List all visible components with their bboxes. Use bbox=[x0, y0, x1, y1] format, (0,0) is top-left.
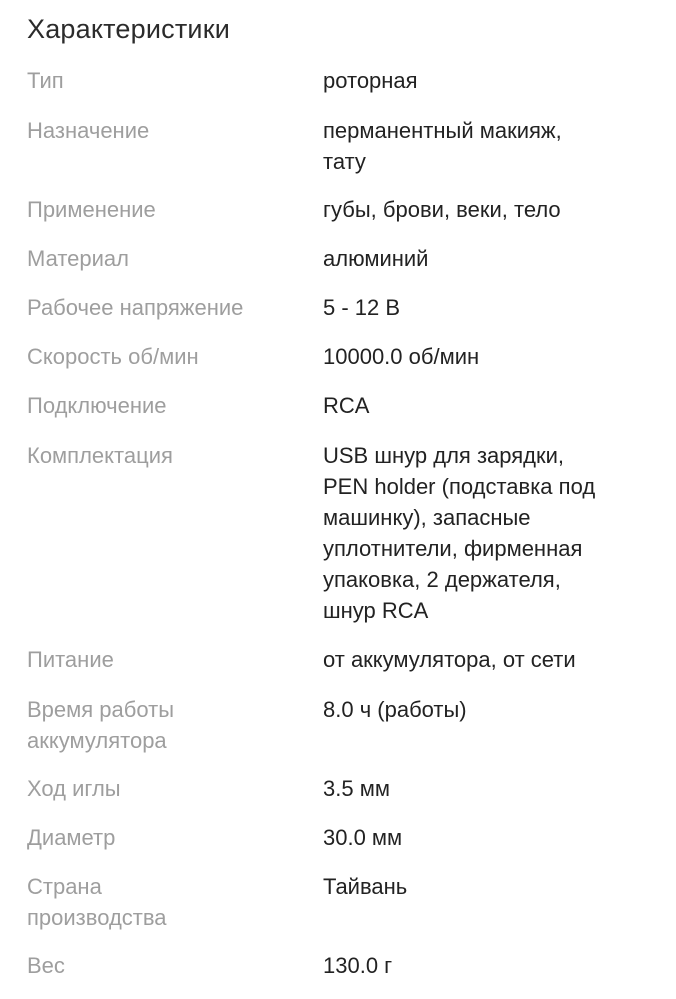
spec-value: перманентный макияж, тату bbox=[323, 118, 562, 174]
spec-value: алюминий bbox=[323, 246, 429, 271]
spec-label: Применение bbox=[27, 197, 156, 222]
spec-value: 3.5 мм bbox=[323, 776, 390, 801]
spec-label: Время работы аккумулятора bbox=[27, 697, 175, 753]
spec-value: RCA bbox=[323, 393, 370, 418]
spec-value: 30.0 мм bbox=[323, 825, 403, 850]
spec-label: Материал bbox=[27, 246, 129, 271]
spec-value: роторная bbox=[323, 68, 418, 93]
spec-label: Подключение bbox=[27, 393, 167, 418]
spec-label: Питание bbox=[27, 647, 114, 672]
spec-label: Страна производства bbox=[27, 874, 167, 930]
spec-label: Ход иглы bbox=[27, 776, 121, 801]
spec-label: Тип bbox=[27, 68, 64, 93]
spec-value: от аккумулятора, от сети bbox=[323, 647, 576, 672]
spec-value: 10000.0 об/мин bbox=[323, 344, 480, 369]
spec-label: Комплектация bbox=[27, 443, 173, 468]
spec-label: Вес bbox=[27, 953, 65, 978]
spec-label: Скорость об/мин bbox=[27, 344, 199, 369]
spec-value: USB шнур для зарядки, PEN holder (подставка под машинку), запасные уплотнители, фирменная упаковка, 2 держателя, шнур RCA bbox=[323, 443, 596, 623]
spec-label: Назначение bbox=[27, 118, 150, 143]
spec-value: губы, брови, веки, тело bbox=[323, 197, 561, 222]
spec-label: Диаметр bbox=[27, 825, 116, 850]
page-title: Характеристики bbox=[27, 14, 230, 44]
spec-value: 130.0 г bbox=[323, 953, 393, 978]
spec-value: 5 - 12 В bbox=[323, 295, 401, 320]
spec-label: Рабочее напряжение bbox=[27, 295, 244, 320]
spec-value: Тайвань bbox=[323, 874, 408, 899]
spec-value: 8.0 ч (работы) bbox=[323, 697, 467, 722]
